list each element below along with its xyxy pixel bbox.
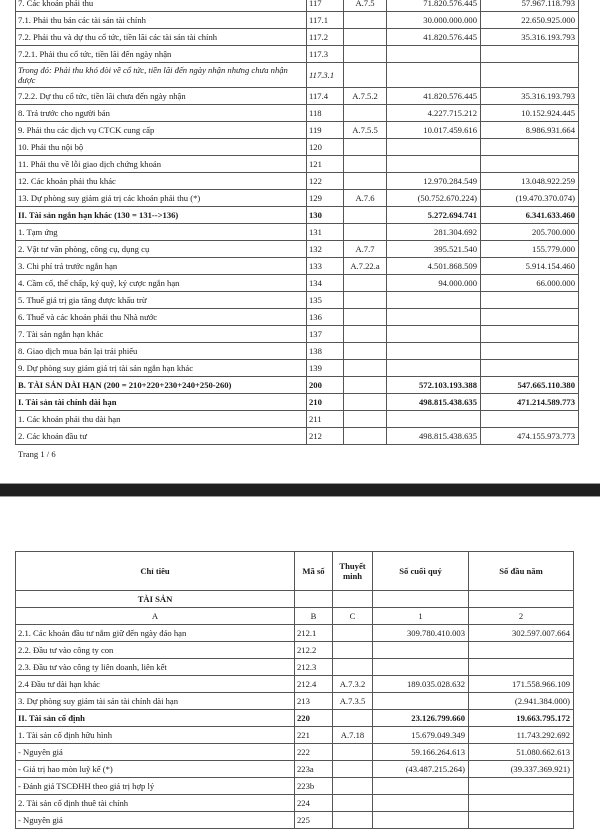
row-start-of-year xyxy=(481,46,579,63)
row-label: 4. Cầm cố, thế chấp, ký quỹ, ký cược ngắn hạn xyxy=(16,275,307,292)
row-end-of-quarter: 10.017.459.616 xyxy=(387,122,481,139)
row-note xyxy=(344,12,387,29)
row-note xyxy=(344,411,387,428)
row-label: - Đánh giá TSCĐHH theo giá trị hợp lý xyxy=(16,778,295,795)
row-start-of-year xyxy=(481,343,579,360)
row-start-of-year: 11.743.292.692 xyxy=(469,727,574,744)
row-end-of-quarter xyxy=(387,156,481,173)
table-row xyxy=(16,326,579,343)
table-row xyxy=(16,309,579,326)
row-note xyxy=(344,46,387,63)
row-code: 132 xyxy=(307,241,344,258)
row-label: 12. Các khoản phải thu khác xyxy=(16,173,307,190)
row-note: A.7.7 xyxy=(344,241,387,258)
row-end-of-quarter: 189.035.028.632 xyxy=(373,676,469,693)
row-code: 222 xyxy=(295,744,333,761)
row-label: 2. Tài sản cố định thuê tài chính xyxy=(16,795,295,812)
row-start-of-year: 35.316.193.793 xyxy=(481,88,579,105)
row-start-of-year: 13.048.922.259 xyxy=(481,173,579,190)
table-row xyxy=(16,360,579,377)
row-start-of-year: 19.663.795.172 xyxy=(469,710,574,727)
row-label: 3. Dự phòng suy giảm tài sản tài chính dài hạn xyxy=(16,693,295,710)
row-end-of-quarter: 41.820.576.445 xyxy=(387,88,481,105)
row-code: 117 xyxy=(307,0,344,12)
table-row xyxy=(16,428,579,445)
row-end-of-quarter: 15.679.049.349 xyxy=(373,727,469,744)
row-label: 10. Phải thu nội bộ xyxy=(16,139,307,156)
row-note xyxy=(344,63,387,88)
row-code: 210 xyxy=(307,394,344,411)
row-code: 135 xyxy=(307,292,344,309)
row-note xyxy=(333,659,373,676)
row-end-of-quarter xyxy=(387,139,481,156)
table-header-row xyxy=(16,552,574,591)
row-label: 1. Tạm ứng xyxy=(16,224,307,241)
row-note xyxy=(344,173,387,190)
row-note: A.7.5 xyxy=(344,0,387,12)
table-row xyxy=(16,795,574,812)
row-code: 225 xyxy=(295,812,333,829)
row-start-of-year: 5.914.154.460 xyxy=(481,258,579,275)
row-code: 212.1 xyxy=(295,625,333,642)
row-note xyxy=(344,224,387,241)
row-label: 9. Phải thu các dịch vụ CTCK cung cấp xyxy=(16,122,307,139)
row-start-of-year: (39.337.369.921) xyxy=(469,761,574,778)
row-note xyxy=(344,428,387,445)
row-code: 212.2 xyxy=(295,642,333,659)
col-index-label: A xyxy=(16,608,295,625)
row-label: 7. Các khoản phải thu xyxy=(16,0,307,12)
row-label: 5. Thuế giá trị gia tăng được khấu trừ xyxy=(16,292,307,309)
row-note: A.7.3.5 xyxy=(333,693,373,710)
row-code: 117.3.1 xyxy=(307,63,344,88)
row-end-of-quarter: 498.815.438.635 xyxy=(387,394,481,411)
row-code: 120 xyxy=(307,139,344,156)
row-end-of-quarter xyxy=(387,343,481,360)
row-code: 122 xyxy=(307,173,344,190)
row-start-of-year xyxy=(469,659,574,676)
header-note: Thuyết minh xyxy=(333,552,373,591)
row-code: 117.3 xyxy=(307,46,344,63)
table-row xyxy=(16,224,579,241)
row-start-of-year: 155.779.000 xyxy=(481,241,579,258)
table-row xyxy=(16,122,579,139)
row-label: 2.2. Đầu tư vào công ty con xyxy=(16,642,295,659)
row-note xyxy=(333,642,373,659)
table-row xyxy=(16,190,579,207)
row-end-of-quarter: 5.272.694.741 xyxy=(387,207,481,224)
row-note xyxy=(344,156,387,173)
header-label: Chỉ tiêu xyxy=(16,552,295,591)
row-end-of-quarter xyxy=(373,693,469,710)
row-start-of-year: 51.080.662.613 xyxy=(469,744,574,761)
table-row xyxy=(16,241,579,258)
row-start-of-year: 302.597.007.664 xyxy=(469,625,574,642)
column-index-row xyxy=(16,608,574,625)
row-start-of-year: 66.000.000 xyxy=(481,275,579,292)
row-end-of-quarter: 309.780.410.003 xyxy=(373,625,469,642)
table-row xyxy=(16,710,574,727)
row-start-of-year: 205.700.000 xyxy=(481,224,579,241)
row-code: 119 xyxy=(307,122,344,139)
row-label: 2.3. Đầu tư vào công ty liên doanh, liên kết xyxy=(16,659,295,676)
table-row xyxy=(16,676,574,693)
row-code: 134 xyxy=(307,275,344,292)
row-end-of-quarter: 4.501.868.509 xyxy=(387,258,481,275)
row-start-of-year xyxy=(469,795,574,812)
row-end-of-quarter xyxy=(387,63,481,88)
table-row xyxy=(16,29,579,46)
row-code: 139 xyxy=(307,360,344,377)
row-end-of-quarter: 4.227.715.212 xyxy=(387,105,481,122)
row-end-of-quarter xyxy=(373,659,469,676)
row-label: 13. Dự phòng suy giảm giá trị các khoản phải thu (*) xyxy=(16,190,307,207)
row-label: II. Tài sản ngắn hạn khác (130 = 131-->136) xyxy=(16,207,307,224)
row-code: 130 xyxy=(307,207,344,224)
row-code: 121 xyxy=(307,156,344,173)
row-label: 8. Trả trước cho người bán xyxy=(16,105,307,122)
row-end-of-quarter: 12.970.284.549 xyxy=(387,173,481,190)
table-row xyxy=(16,411,579,428)
row-code: 117.2 xyxy=(307,29,344,46)
row-note xyxy=(333,625,373,642)
row-note xyxy=(344,207,387,224)
row-end-of-quarter: 41.820.576.445 xyxy=(387,29,481,46)
row-label: 9. Dự phòng suy giảm giá trị tài sản ngắn hạn khác xyxy=(16,360,307,377)
row-label: 2. Vật tư văn phòng, công cụ, dụng cụ xyxy=(16,241,307,258)
row-end-of-quarter xyxy=(387,411,481,428)
row-start-of-year: 171.558.966.109 xyxy=(469,676,574,693)
row-end-of-quarter xyxy=(387,360,481,377)
row-start-of-year: 8.986.931.664 xyxy=(481,122,579,139)
header-code: Mã số xyxy=(295,552,333,591)
row-note: A.7.6 xyxy=(344,190,387,207)
header-end-of-quarter: Số cuối quý xyxy=(373,552,469,591)
row-end-of-quarter: 59.166.264.613 xyxy=(373,744,469,761)
table-row xyxy=(16,761,574,778)
empty-cell xyxy=(333,591,373,608)
balance-sheet-table-page-2 xyxy=(15,551,574,829)
table-row xyxy=(16,0,579,12)
row-label: 3. Chi phí trả trước ngắn hạn xyxy=(16,258,307,275)
table-row xyxy=(16,207,579,224)
row-start-of-year: (2.941.384.000) xyxy=(469,693,574,710)
table-row xyxy=(16,292,579,309)
row-label: 7.2.2. Dự thu cổ tức, tiền lãi chưa đến ngày nhận xyxy=(16,88,307,105)
table-row xyxy=(16,642,574,659)
table-row xyxy=(16,659,574,676)
document-page-2 xyxy=(0,497,600,825)
row-start-of-year xyxy=(469,642,574,659)
header-start-of-year: Số đầu năm xyxy=(469,552,574,591)
row-note xyxy=(344,326,387,343)
row-code: 211 xyxy=(307,411,344,428)
row-note xyxy=(333,812,373,829)
row-end-of-quarter xyxy=(373,795,469,812)
row-code: 212.4 xyxy=(295,676,333,693)
table-row xyxy=(16,139,579,156)
row-code: 137 xyxy=(307,326,344,343)
row-start-of-year xyxy=(469,812,574,829)
row-note: A.7.22.a xyxy=(344,258,387,275)
row-label: 7. Tài sản ngắn hạn khác xyxy=(16,326,307,343)
row-end-of-quarter xyxy=(373,642,469,659)
row-code: 212.3 xyxy=(295,659,333,676)
row-code: 117.1 xyxy=(307,12,344,29)
row-note xyxy=(333,710,373,727)
row-label: 2.1. Các khoản đầu tư nắm giữ đến ngày đáo hạn xyxy=(16,625,295,642)
row-label: - Giá trị hao mòn luỹ kế (*) xyxy=(16,761,295,778)
row-start-of-year xyxy=(481,63,579,88)
table-row xyxy=(16,258,579,275)
row-label: 7.2. Phải thu và dự thu cổ tức, tiền lãi các tài sản tài chính xyxy=(16,29,307,46)
row-end-of-quarter xyxy=(373,778,469,795)
table-row xyxy=(16,12,579,29)
table-row xyxy=(16,812,574,829)
row-start-of-year: 471.214.589.773 xyxy=(481,394,579,411)
row-code: 200 xyxy=(307,377,344,394)
row-note xyxy=(344,105,387,122)
row-end-of-quarter: 30.000.000.000 xyxy=(387,12,481,29)
row-code: 136 xyxy=(307,309,344,326)
row-end-of-quarter xyxy=(387,326,481,343)
section-row xyxy=(16,591,574,608)
row-end-of-quarter xyxy=(387,46,481,63)
row-label: B. TÀI SẢN DÀI HẠN (200 = 210+220+230+240+250-260) xyxy=(16,377,307,394)
row-end-of-quarter xyxy=(387,292,481,309)
row-start-of-year: (19.470.370.074) xyxy=(481,190,579,207)
col-index-end: 1 xyxy=(373,608,469,625)
row-code: 213 xyxy=(295,693,333,710)
row-note xyxy=(333,795,373,812)
table-row xyxy=(16,744,574,761)
row-start-of-year xyxy=(481,411,579,428)
row-label: 8. Giao dịch mua bán lại trái phiếu xyxy=(16,343,307,360)
row-note: A.7.5.2 xyxy=(344,88,387,105)
row-end-of-quarter: 498.815.438.635 xyxy=(387,428,481,445)
row-start-of-year xyxy=(481,139,579,156)
row-end-of-quarter: 94.000.000 xyxy=(387,275,481,292)
row-start-of-year xyxy=(481,292,579,309)
row-start-of-year: 35.316.193.793 xyxy=(481,29,579,46)
row-note xyxy=(333,761,373,778)
row-note xyxy=(344,139,387,156)
row-label: 11. Phải thu về lỗi giao dịch chứng khoán xyxy=(16,156,307,173)
table-row xyxy=(16,778,574,795)
row-note: A.7.3.2 xyxy=(333,676,373,693)
row-start-of-year: 474.155.973.773 xyxy=(481,428,579,445)
row-note xyxy=(344,377,387,394)
row-note: A.7.5.5 xyxy=(344,122,387,139)
row-note xyxy=(333,778,373,795)
row-note xyxy=(333,744,373,761)
table-row xyxy=(16,156,579,173)
col-index-note: C xyxy=(333,608,373,625)
row-note xyxy=(344,275,387,292)
row-code: 224 xyxy=(295,795,333,812)
row-code: 223b xyxy=(295,778,333,795)
col-index-code: B xyxy=(295,608,333,625)
section-title: TÀI SẢN xyxy=(16,591,295,608)
row-label: I. Tài sản tài chính dài hạn xyxy=(16,394,307,411)
row-start-of-year: 22.650.925.000 xyxy=(481,12,579,29)
row-end-of-quarter xyxy=(387,309,481,326)
row-note: A.7.18 xyxy=(333,727,373,744)
row-label: - Nguyên giá xyxy=(16,744,295,761)
table-row xyxy=(16,693,574,710)
table-row xyxy=(16,105,579,122)
table-row xyxy=(16,394,579,411)
row-label: 1. Tài sản cố định hữu hình xyxy=(16,727,295,744)
table-row xyxy=(16,275,579,292)
row-note xyxy=(344,29,387,46)
table-row xyxy=(16,173,579,190)
table-row xyxy=(16,727,574,744)
table-row xyxy=(16,63,579,88)
row-label: 6. Thuế và các khoản phải thu Nhà nước xyxy=(16,309,307,326)
row-end-of-quarter: 395.521.540 xyxy=(387,241,481,258)
page-separator xyxy=(0,483,600,497)
row-code: 133 xyxy=(307,258,344,275)
row-label: - Nguyên giá xyxy=(16,812,295,829)
table-row xyxy=(16,377,579,394)
row-start-of-year xyxy=(481,309,579,326)
empty-cell xyxy=(373,591,469,608)
empty-cell xyxy=(295,591,333,608)
row-note xyxy=(344,309,387,326)
row-code: 118 xyxy=(307,105,344,122)
row-code: 220 xyxy=(295,710,333,727)
table-row xyxy=(16,625,574,642)
row-start-of-year xyxy=(469,778,574,795)
row-end-of-quarter: (50.752.670.224) xyxy=(387,190,481,207)
row-start-of-year: 547.665.110.380 xyxy=(481,377,579,394)
row-end-of-quarter: 572.103.193.388 xyxy=(387,377,481,394)
row-note xyxy=(344,343,387,360)
empty-cell xyxy=(469,591,574,608)
row-start-of-year: 10.152.924.445 xyxy=(481,105,579,122)
page-number: Trang 1 / 6 xyxy=(18,449,56,459)
col-index-start: 2 xyxy=(469,608,574,625)
table-row xyxy=(16,46,579,63)
row-code: 223a xyxy=(295,761,333,778)
row-code: 138 xyxy=(307,343,344,360)
row-start-of-year xyxy=(481,360,579,377)
row-code: 212 xyxy=(307,428,344,445)
row-label: 7.1. Phải thu bán các tài sản tài chính xyxy=(16,12,307,29)
row-code: 221 xyxy=(295,727,333,744)
row-end-of-quarter: 23.126.799.660 xyxy=(373,710,469,727)
row-label: 2. Các khoản đầu tư xyxy=(16,428,307,445)
row-end-of-quarter: (43.487.215.264) xyxy=(373,761,469,778)
row-label: 1. Các khoản phải thu dài hạn xyxy=(16,411,307,428)
row-end-of-quarter: 281.304.692 xyxy=(387,224,481,241)
row-start-of-year xyxy=(481,156,579,173)
row-start-of-year: 57.967.118.793 xyxy=(481,0,579,12)
row-start-of-year xyxy=(481,326,579,343)
row-end-of-quarter xyxy=(373,812,469,829)
row-code: 117.4 xyxy=(307,88,344,105)
row-label: II. Tài sản cố định xyxy=(16,710,295,727)
row-note xyxy=(344,394,387,411)
row-code: 131 xyxy=(307,224,344,241)
row-start-of-year: 6.341.633.460 xyxy=(481,207,579,224)
row-label: Trong đó: Phải thu khó đòi về cổ tức, tiền lãi đến ngày nhận nhưng chưa nhận được xyxy=(16,63,307,88)
row-code: 129 xyxy=(307,190,344,207)
row-label: 2.4 Đầu tư dài hạn khác xyxy=(16,676,295,693)
row-label: 7.2.1. Phải thu cổ tức, tiền lãi đến ngày nhận xyxy=(16,46,307,63)
row-end-of-quarter: 71.820.576.445 xyxy=(387,0,481,12)
row-note xyxy=(344,360,387,377)
table-row xyxy=(16,343,579,360)
balance-sheet-table-page-1 xyxy=(15,0,579,445)
row-note xyxy=(344,292,387,309)
table-row xyxy=(16,88,579,105)
